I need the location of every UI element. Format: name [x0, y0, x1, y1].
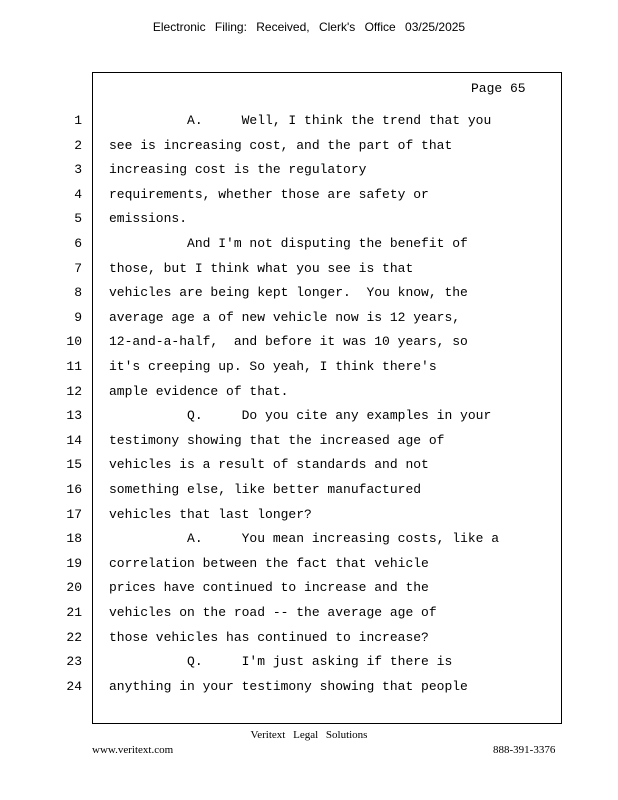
transcript-line	[0, 113, 618, 137]
transcript-line	[0, 580, 618, 604]
footer-website: www.veritext.com	[92, 744, 174, 756]
footer-phone: 888-391-3376	[493, 744, 556, 756]
line-text: increasing cost is the regulatory	[109, 162, 367, 178]
transcript-line	[0, 236, 618, 260]
filing-header: Electronic Filing: Received, Clerk's Office 03/25/2025	[152, 20, 466, 34]
transcript-line	[0, 211, 618, 235]
transcript-line	[0, 654, 618, 678]
line-number: 6	[74, 236, 82, 251]
transcript-line	[0, 384, 618, 408]
line-number: 21	[66, 605, 82, 620]
line-number: 11	[66, 359, 82, 374]
transcript-line	[0, 433, 618, 457]
transcript-line	[0, 261, 618, 285]
line-text: correlation between the fact that vehicle	[109, 555, 429, 571]
line-number: 19	[66, 555, 82, 571]
line-text: A. Well, I think the trend that you	[109, 113, 492, 128]
line-number: 23	[66, 654, 82, 670]
page-number: Page 65	[471, 81, 526, 96]
transcript-line	[0, 187, 618, 211]
line-text: those vehicles has continued to increase?	[109, 629, 429, 645]
line-text: average age a of new vehicle now is 12 years,	[109, 309, 461, 325]
line-text: 12-and-a-half, and before it was 10 years, so	[109, 334, 468, 350]
transcript-line	[0, 359, 618, 383]
line-text: prices have continued to increase and the	[109, 580, 429, 596]
line-number: 4	[74, 186, 82, 202]
line-text: Q. I'm just asking if there is	[109, 654, 453, 670]
line-text: see is increasing cost, and the part of that	[109, 137, 453, 153]
line-text: testimony showing that the increased age of	[109, 432, 445, 448]
line-text: anything in your testimony showing that people	[109, 678, 468, 694]
footer-company: Veritext Legal Solutions	[250, 729, 368, 741]
line-text: vehicles are being kept longer. You know, the	[109, 285, 468, 301]
transcript-line	[0, 310, 618, 334]
line-number: 2	[74, 137, 82, 153]
line-number: 16	[66, 482, 82, 497]
line-number: 3	[74, 162, 82, 178]
transcript-line	[0, 630, 618, 654]
line-number: 13	[66, 408, 82, 424]
line-number: 15	[66, 457, 82, 473]
transcript-line	[0, 285, 618, 309]
line-text: And I'm not disputing the benefit of	[109, 236, 468, 251]
line-number: 5	[74, 211, 82, 227]
line-number: 12	[66, 383, 82, 399]
line-text: vehicles on the road -- the average age of	[109, 605, 437, 620]
transcript-line	[0, 482, 618, 506]
transcript-line	[0, 334, 618, 358]
line-text: those, but I think what you see is that	[109, 260, 414, 276]
line-text: it's creeping up. So yeah, I think there's	[109, 359, 437, 374]
transcript-line	[0, 457, 618, 481]
line-number: 14	[66, 432, 82, 448]
transcript-line	[0, 556, 618, 580]
transcript-line	[0, 408, 618, 432]
line-text: vehicles is a result of standards and not	[109, 457, 429, 473]
line-number: 22	[66, 629, 82, 645]
line-text: something else, like better manufactured	[109, 482, 422, 497]
line-number: 8	[74, 285, 82, 301]
line-text: ample evidence of that.	[109, 383, 289, 399]
transcript-line	[0, 507, 618, 531]
transcript-line	[0, 138, 618, 162]
line-number: 9	[74, 309, 82, 325]
line-number: 7	[74, 260, 82, 276]
transcript-line	[0, 605, 618, 629]
line-number: 24	[66, 678, 82, 694]
line-text: requirements, whether those are safety or	[109, 186, 429, 202]
transcript-line	[0, 162, 618, 186]
transcript-line	[0, 679, 618, 703]
line-number: 1	[74, 113, 82, 128]
line-text: emissions.	[109, 211, 188, 227]
line-text: A. You mean increasing costs, like a	[109, 531, 500, 547]
line-number: 20	[66, 580, 82, 596]
line-text: Q. Do you cite any examples in your	[109, 408, 492, 424]
line-number: 10	[66, 334, 82, 350]
line-number: 18	[66, 531, 82, 547]
line-text: vehicles that last longer?	[109, 506, 312, 522]
line-number: 17	[66, 506, 82, 522]
transcript-line	[0, 531, 618, 555]
